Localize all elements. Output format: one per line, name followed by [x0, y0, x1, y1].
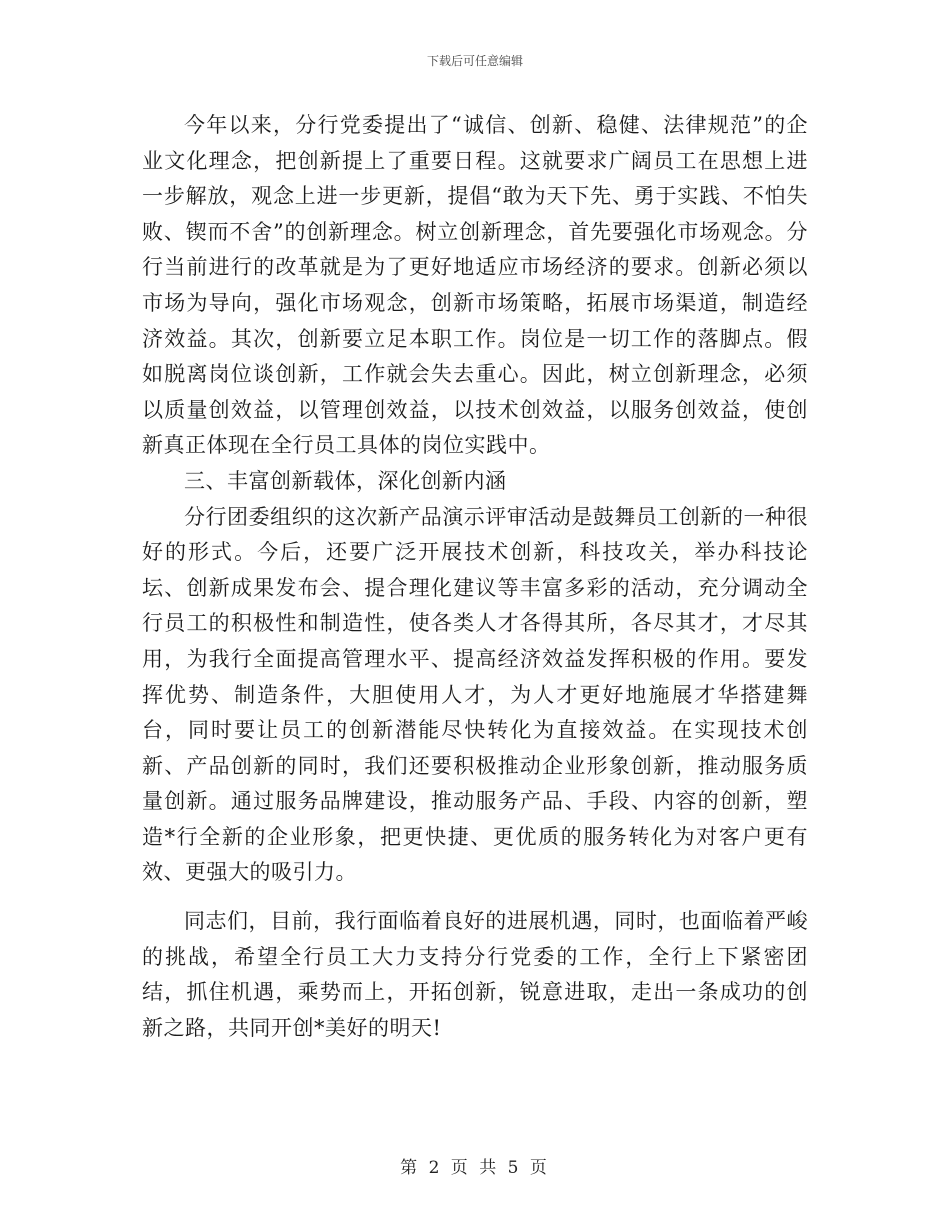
page-header-note: 下载后可任意编辑	[426, 54, 523, 68]
page-number-footer: 第 2 页 共 5 页	[400, 1158, 550, 1178]
section-heading-3: 三、丰富创新载体，深化创新内涵	[184, 468, 507, 493]
paragraph-closing: 同志们，目前，我行面临着良好的进展机遇，同时，也面临着严峻的挑战，希望全行员工大力支持分行党委的工作，全行上下紧密团结，抓住机遇，乘势而上，开拓创新，锐意进取，走出一条成功的创新之路，共同开创*美好的明天!	[142, 909, 808, 1040]
paragraph-innovation-carrier: 分行团委组织的这次新产品演示评审活动是鼓舞员工创新的一种很好的形式。今后，还要广泛开展技术创新，科技攻关，举办科技论坛、创新成果发布会、提合理化建议等丰富多彩的活动，充分调动全行员工的积极性和制造性，使各类人才各得其所，各尽其才，才尽其用，为我行全面提高管理水平、提高经济效益发挥积极的作用。要发挥优势、制造条件，大胆使用人才，为人才更好地施展才华搭建舞台，同时要让员工的创新潜能尽快转化为直接效益。在实现技术创新、产品创新的同时，我们还要积极推动企业形象创新，推动服务质量创新。通过服务品牌建设，推动服务产品、手段、内容的创新，塑造*行全新的企业形象，把更快捷、更优质的服务转化为对客户更有效、更强大的吸引力。	[142, 504, 808, 885]
paragraph-culture-concept: 今年以来，分行党委提出了“诚信、创新、稳健、法律规范”的企业文化理念，把创新提上了重要日程。这就要求广阔员工在思想上进一步解放，观念上进一步更新，提倡“敢为天下先、勇于实践、不怕失败、锲而不舍”的创新理念。树立创新理念，首先要强化市场观念。分行当前进行的改革就是为了更好地适应市场经济的要求。创新必须以市场为导向，强化市场观念，创新市场策略，拓展市场渠道，制造经济效益。其次，创新要立足本职工作。岗位是一切工作的落脚点。假如脱离岗位谈创新，工作就会失去重心。因此，树立创新理念，必须以质量创效益，以管理创效益，以技术创效益，以服务创效益，使创新真正体现在全行员工具体的岗位实践中。	[142, 113, 808, 458]
document-body	[142, 108, 808, 1046]
